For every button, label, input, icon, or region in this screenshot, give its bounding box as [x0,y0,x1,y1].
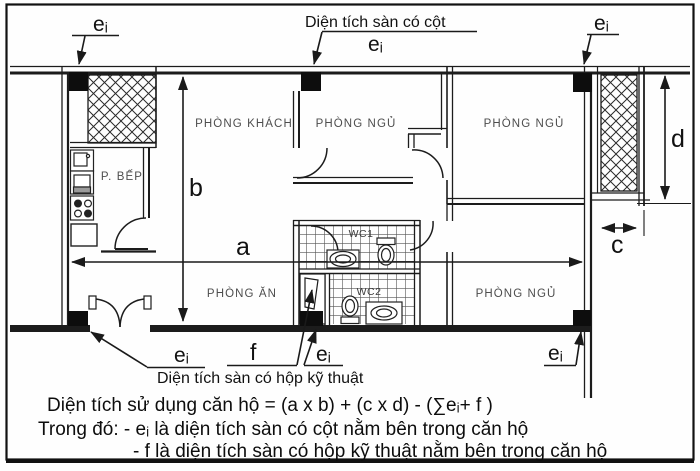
dim-label-b: b [189,174,203,202]
room-label-bedroom-top-right: PHÒNG NGỦ [483,118,565,130]
room-label-living: PHÒNG KHÁCH [195,118,293,130]
room-labels [101,117,565,300]
hatch-area-top-left [88,75,156,143]
formula-line-3: - f là diện tích sàn có hộp kỹ thuật nằm bên trong căn hộ [133,441,608,462]
dim-label-c: c [611,231,624,259]
room-label-kitchen: P. BẾP [100,171,144,183]
e-label-top-middle: eᵢ [368,33,383,56]
e-label-bottom-left: eᵢ [174,344,189,367]
dim-label-a: a [236,233,250,261]
door-arc-kitchen [115,218,146,249]
hatch-area-top-right [601,75,637,191]
column-top-left [69,72,88,91]
kitchen-fixtures [71,150,98,246]
leader-e-bottom-right [576,332,581,365]
dim-label-d: d [671,125,685,153]
f-label: f [250,339,257,365]
room-label-wc1: WC1 [348,228,374,240]
column-top-right [573,73,592,92]
column-bottom-right [573,310,591,326]
entrance-door-left-arc [96,299,120,327]
door-arc-bedroom-top-right [412,150,443,178]
room-label-bedroom-bottom-right: PHÒNG NGỦ [475,288,557,300]
leader-e-top-left [79,36,85,64]
leader-column-area [314,32,322,64]
column-bottom-middle [300,311,323,326]
entrance-door-right-arc [120,299,144,327]
leader-e-bottom-middle [304,330,316,365]
room-label-bedroom-middle: PHÒNG NGỦ [315,118,397,130]
wc2-toilet-tank [341,317,359,324]
formula-line-2: Trong đó: - eᵢ là diện tích sàn có cột nằm bên trong căn hộ [38,419,529,440]
technical-box [300,274,325,326]
formula-line-1: Diện tích sử dụng căn hộ = (a x b) + (c x d) - (∑eᵢ+ f ) [47,395,493,416]
room-label-wc2: WC2 [356,286,382,298]
e-label-top-right: eᵢ [594,12,609,35]
entrance-door-frame-right [144,296,151,309]
hatched-areas [88,75,637,191]
leader-e-bottom-left [91,332,147,367]
e-label-bottom-middle: eᵢ [316,343,331,366]
e-label-bottom-right: eᵢ [548,342,563,365]
fridge [71,224,97,246]
entrance-door-frame-left [89,296,96,309]
e-label-top-left: eᵢ [93,13,108,36]
door-arc-bedroom-middle [297,148,327,178]
callout-techbox-area: Diện tích sàn có hộp kỹ thuật [157,370,364,387]
room-label-dining: PHÒNG ĂN [206,288,278,300]
callout-column-area: Diện tích sàn có cột [305,14,446,31]
leader-e-top-right [584,35,591,64]
formula-block [38,395,607,462]
column-top-middle [301,72,321,91]
wc1-toilet-tank [377,238,395,245]
column-bottom-left [68,311,88,326]
